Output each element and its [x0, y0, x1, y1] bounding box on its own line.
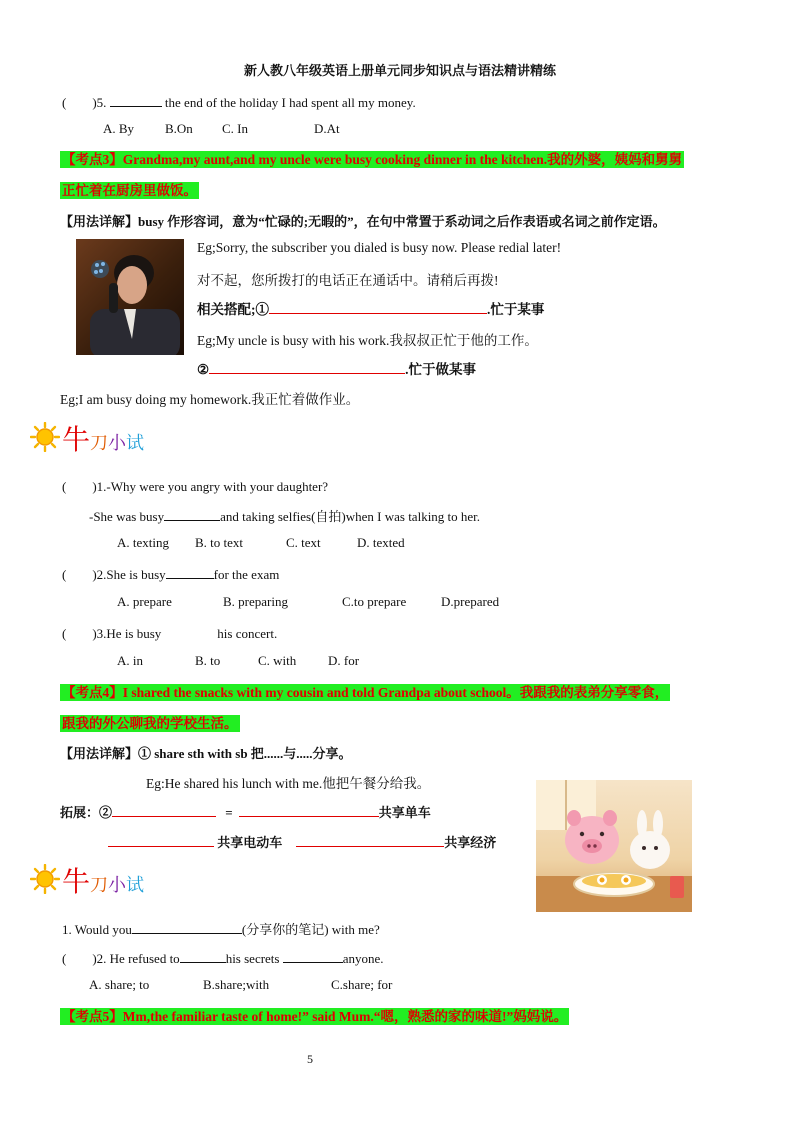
practice2-q1 — [62, 919, 380, 938]
practice1-q1: ( )1.-Why were you angry with your daughter? — [62, 479, 329, 494]
q2-post: for the exam — [213, 567, 280, 582]
point3-line1 — [60, 148, 684, 169]
point3-example3: Eg;I am busy doing my homework.我正忙着做作业。 — [60, 392, 360, 407]
practice1-q3-option-b[interactable]: B. to — [195, 653, 221, 668]
practice1-q3-option-d[interactable]: D. for — [328, 653, 360, 668]
point3-collocation1 — [197, 298, 544, 318]
point3-usage: 【用法详解】busy 作形容词，意为“忙碌的;无暇的”，在句中常置于系动词之后作表语或名词之前作定语。 — [60, 214, 666, 229]
sun-icon — [30, 864, 60, 894]
expand-blank-1[interactable] — [112, 802, 216, 817]
practice1-q1-line2 — [89, 506, 480, 525]
section-title-char-1: 刀 — [90, 875, 109, 896]
section-title-big: 牛 — [62, 423, 91, 456]
practice1-q2-blank[interactable] — [166, 564, 214, 579]
q5-stem: the end of the holiday I had spent all my money. — [161, 95, 416, 110]
sun-icon — [30, 422, 60, 452]
collocation1-meaning: .忙于某事 — [487, 302, 545, 317]
point4-heading: 【考点4】I shared the snacks with my cousin and told Grandpa about school。我跟我的表弟分享零食， — [62, 685, 669, 700]
section-title-char-2: 小 — [108, 875, 127, 896]
practice1-q1-option-d[interactable]: D. texted — [357, 535, 405, 550]
point3-heading: 【考点3】Grandma,my aunt,and my uncle were busy cooking dinner in the kitchen.我的外婆，姨妈和舅舅 — [62, 152, 683, 167]
practice2-q2-option-b[interactable]: B.share;with — [203, 977, 270, 992]
q5-option-d[interactable]: D.At — [314, 121, 340, 136]
practice1-q2 — [62, 564, 279, 583]
practice1-q2-option-c[interactable]: C.to prepare — [342, 594, 407, 609]
expand-blank-4[interactable] — [296, 832, 444, 847]
page-number: 5 — [307, 1052, 313, 1066]
point4-line2 — [60, 712, 240, 733]
point4-line1 — [60, 681, 670, 702]
practice2-q2-option-a[interactable]: A. share; to — [89, 977, 150, 992]
practice1-q2-option-d[interactable]: D.prepared — [441, 594, 500, 609]
practice1-q1-option-b[interactable]: B. to text — [195, 535, 244, 550]
point3-collocation2 — [197, 358, 476, 378]
meaning-shared-bike: 共享单车 — [378, 805, 431, 820]
collocation2-number: ② — [197, 362, 210, 377]
point4-translation: 跟我的外公聊我的学校生活。 — [62, 716, 238, 731]
p2-q2-post: anyone. — [342, 951, 384, 966]
man-on-telephone-photo — [76, 239, 184, 355]
section-title-big: 牛 — [62, 865, 91, 898]
point3-example1: Eg;Sorry, the subscriber you dialed is busy now. Please redial later! — [197, 240, 562, 255]
point3-line2 — [60, 179, 199, 200]
section-title-char-2: 小 — [108, 433, 127, 454]
point4-expand-line1 — [60, 802, 431, 821]
expand-blank-3[interactable] — [108, 832, 214, 847]
point3-translation: 正忙着在厨房里做饭。 — [62, 183, 197, 198]
q2-pre: ( )2.She is busy — [62, 567, 166, 582]
collocation-label: 相关搭配;① — [197, 302, 269, 317]
practice1-q3 — [62, 623, 277, 642]
pig-and-rabbit-sharing-noodles-illustration — [536, 780, 692, 912]
q5-option-b[interactable]: B.On — [165, 121, 193, 136]
q3-pre: ( )3.He is busy — [62, 626, 162, 641]
p2-q1-post: (分享你的笔记) with me? — [241, 922, 380, 937]
q5-number: ( )5. — [62, 95, 107, 110]
meaning-sharing-economy: 共享经济 — [444, 835, 497, 850]
point4-usage: 【用法详解】① share sth with sb 把......与.....分享。 — [60, 746, 352, 761]
practice1-q1-blank[interactable] — [164, 506, 220, 521]
practice2-q2-blank-1[interactable] — [180, 948, 226, 963]
equals-sign: = — [225, 805, 233, 820]
practice1-q2-option-b[interactable]: B. preparing — [223, 594, 288, 609]
q1-line2-post: and taking selfies(自拍)when I was talking to her. — [220, 509, 481, 524]
collocation2-blank[interactable] — [209, 359, 405, 374]
p2-q1-pre: 1. Would you — [62, 922, 132, 937]
section-title-char-3: 试 — [126, 433, 145, 454]
q5-option-c[interactable]: C. In — [222, 121, 248, 136]
q5-option-a[interactable]: A. By — [103, 121, 135, 136]
question-5 — [62, 92, 416, 111]
practice1-q1-option-a[interactable]: A. texting — [117, 535, 169, 550]
practice1-q3-option-c[interactable]: C. with — [258, 653, 297, 668]
section-title-char-1: 刀 — [90, 433, 109, 454]
practice2-q2-blank-2[interactable] — [283, 948, 343, 963]
expand-blank-2[interactable] — [239, 802, 379, 817]
page-header-title: 新人教八年级英语上册单元同步知识点与语法精讲精练 — [243, 64, 556, 79]
practice1-q3-option-a[interactable]: A. in — [117, 653, 143, 668]
section-title-char-3: 试 — [126, 875, 145, 896]
point5-heading: 【考点5】Mm,the familiar taste of home!” said Mum.“嗯，熟悉的家的味道!”妈妈说。 — [62, 1009, 568, 1024]
point3-example2: Eg;My uncle is busy with his work.我叔叔正忙于他的工作。 — [197, 333, 538, 348]
expand-label: 拓展：② — [60, 805, 113, 820]
q1-line2-pre: -She was busy — [89, 509, 165, 524]
p2-q2-mid: his secrets — [225, 951, 280, 966]
point3-example1-cn: 对不起，您所拨打的电话正在通话中。请稍后再拨! — [197, 273, 499, 288]
point5-line1 — [60, 1005, 569, 1026]
practice2-q1-blank[interactable] — [132, 919, 242, 934]
practice1-q2-option-a[interactable]: A. prepare — [117, 594, 172, 609]
point4-example: Eg:He shared his lunch with me.他把午餐分给我。 — [146, 776, 431, 791]
point4-expand-line2 — [108, 832, 496, 851]
meaning-shared-ebike: 共享电动车 — [217, 835, 283, 850]
q3-post: his concert. — [217, 626, 278, 641]
p2-q2-pre: ( )2. He refused to — [62, 951, 180, 966]
practice2-q2 — [62, 948, 384, 967]
collocation2-meaning: .忙于做某事 — [405, 362, 476, 377]
q5-blank[interactable] — [110, 92, 162, 107]
practice1-q1-option-c[interactable]: C. text — [286, 535, 321, 550]
collocation1-blank[interactable] — [269, 299, 487, 314]
practice2-q2-option-c[interactable]: C.share; for — [331, 977, 393, 992]
